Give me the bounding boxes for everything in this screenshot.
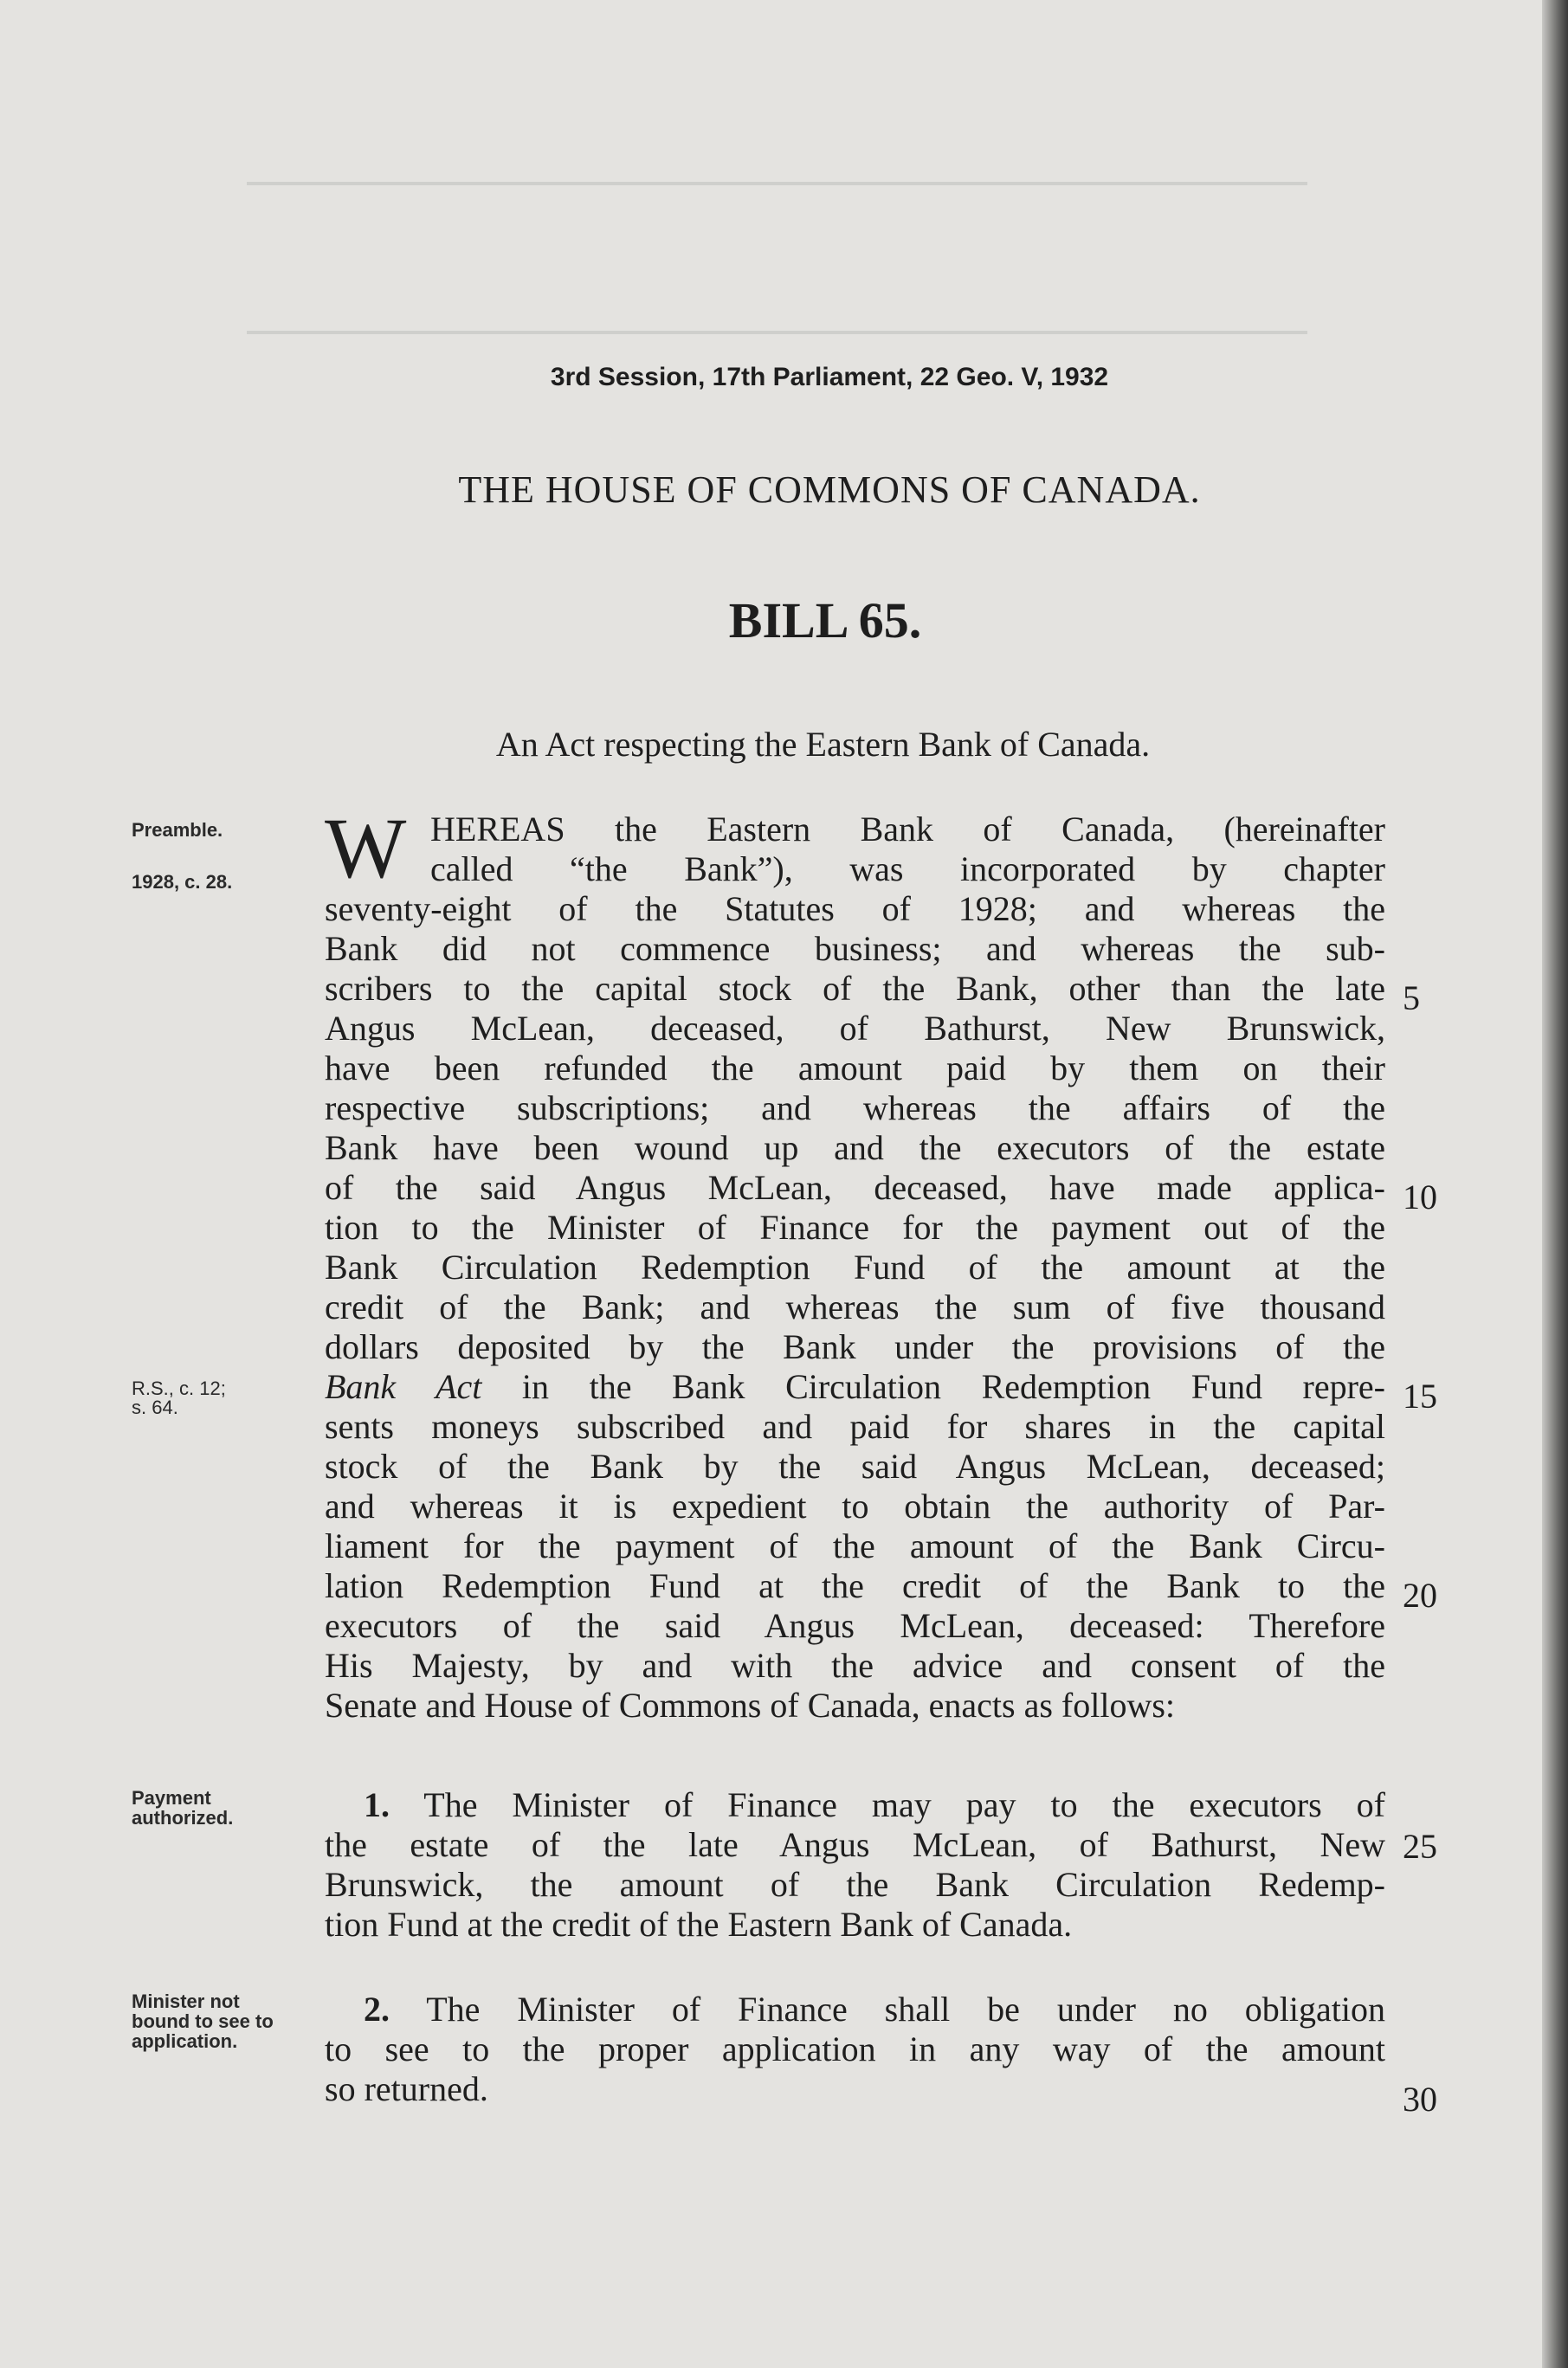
margin-note-minister: Minister not bound to see to application. xyxy=(132,1991,274,2052)
section1-line: 1. The Minister of Finance may pay to the executors of xyxy=(364,1785,1385,1824)
section1-line: Brunswick, the amount of the Bank Circulation Redemp- xyxy=(325,1865,1385,1904)
margin-line-number: 20 xyxy=(1403,1576,1437,1615)
bill-number-title: BILL 65. xyxy=(728,592,922,648)
preamble-line: Bank did not commence business; and whereas the sub- xyxy=(325,929,1385,968)
margin-line-number: 5 xyxy=(1403,978,1420,1017)
house-title: THE HOUSE OF COMMONS OF CANADA. xyxy=(458,468,1201,511)
margin-line-number: 10 xyxy=(1403,1178,1437,1216)
margin-note-preamble: Preamble. xyxy=(132,819,223,841)
margin-note-statute-ref: 1928, c. 28. xyxy=(132,871,233,893)
section1-line: tion Fund at the credit of the Eastern Bank of Canada. xyxy=(325,1905,1073,1944)
section1-number: 1. xyxy=(364,1785,390,1824)
section2-line: so returned. xyxy=(325,2069,488,2108)
section2-line: 2. The Minister of Finance shall be under no obligation xyxy=(364,1990,1385,2029)
act-title: An Act respecting the Eastern Bank of Canada. xyxy=(495,725,1151,764)
session-line: 3rd Session, 17th Parliament, 22 Geo. V, 1932 xyxy=(550,363,1109,391)
preamble-line: tion to the Minister of Finance for the payment out of the xyxy=(325,1208,1385,1247)
preamble-line: Bank Circulation Redemption Fund of the amount at the xyxy=(325,1248,1385,1287)
preamble-line: respective subscriptions; and whereas the affairs of the xyxy=(325,1088,1385,1127)
bank-act-italic: Bank Act xyxy=(325,1367,482,1406)
preamble-line: have been refunded the amount paid by them on their xyxy=(325,1049,1385,1087)
preamble-line: scribers to the capital stock of the Bank, other than the late xyxy=(325,969,1385,1008)
preamble-line: called “the Bank”), was incorporated by chapter xyxy=(430,849,1385,888)
margin-line-number: 15 xyxy=(1403,1377,1437,1416)
preamble-line: liament for the payment of the amount of the Bank Circu- xyxy=(325,1526,1385,1565)
preamble-line: Bank Act in the Bank Circulation Redemption Fund repre- xyxy=(325,1367,1385,1406)
margin-line-number: 30 xyxy=(1403,2080,1437,2119)
preamble-line: and whereas it is expedient to obtain the authority of Par- xyxy=(325,1487,1385,1526)
margin-note-rs-ref-1: R.S., c. 12; xyxy=(132,1378,226,1399)
preamble-line: credit of the Bank; and whereas the sum of five thousand xyxy=(325,1287,1385,1326)
preamble-line: stock of the Bank by the said Angus McLean, deceased; xyxy=(325,1447,1385,1486)
drop-cap: W xyxy=(325,800,407,896)
margin-note-rs-ref-2: s. 64. xyxy=(132,1397,178,1418)
preamble-line: Senate and House of Commons of Canada, enacts as follows: xyxy=(325,1686,1176,1725)
preamble-line: sents moneys subscribed and paid for shares in the capital xyxy=(325,1407,1385,1446)
preamble-line: seventy-eight of the Statutes of 1928; and whereas the xyxy=(325,889,1385,928)
preamble-line: Bank have been wound up and the executors of the estate xyxy=(325,1128,1385,1167)
preamble-line: lation Redemption Fund at the credit of the Bank to the xyxy=(325,1566,1385,1605)
preamble-line: His Majesty, by and with the advice and consent of the xyxy=(325,1646,1385,1685)
ghost-rule-top xyxy=(247,182,1307,185)
preamble-line: Angus McLean, deceased, of Bathurst, New Brunswick, xyxy=(325,1009,1385,1048)
preamble-line: of the said Angus McLean, deceased, have made applica- xyxy=(325,1168,1385,1207)
preamble-line: executors of the said Angus McLean, deceased: Therefore xyxy=(325,1606,1385,1645)
margin-line-number: 25 xyxy=(1403,1827,1437,1866)
page-edge-shadow xyxy=(1542,0,1568,2368)
ghost-rule-second xyxy=(247,331,1307,334)
preamble-line: HEREAS the Eastern Bank of Canada, (hereinafter xyxy=(430,810,1385,848)
section2-line: to see to the proper application in any way of the amount xyxy=(325,2029,1385,2068)
margin-note-payment: Payment authorized. xyxy=(132,1787,234,1829)
preamble-line: dollars deposited by the Bank under the provisions of the xyxy=(325,1327,1385,1366)
section1-line: the estate of the late Angus McLean, of Bathurst, New xyxy=(325,1825,1385,1864)
section2-number: 2. xyxy=(364,1990,390,2029)
